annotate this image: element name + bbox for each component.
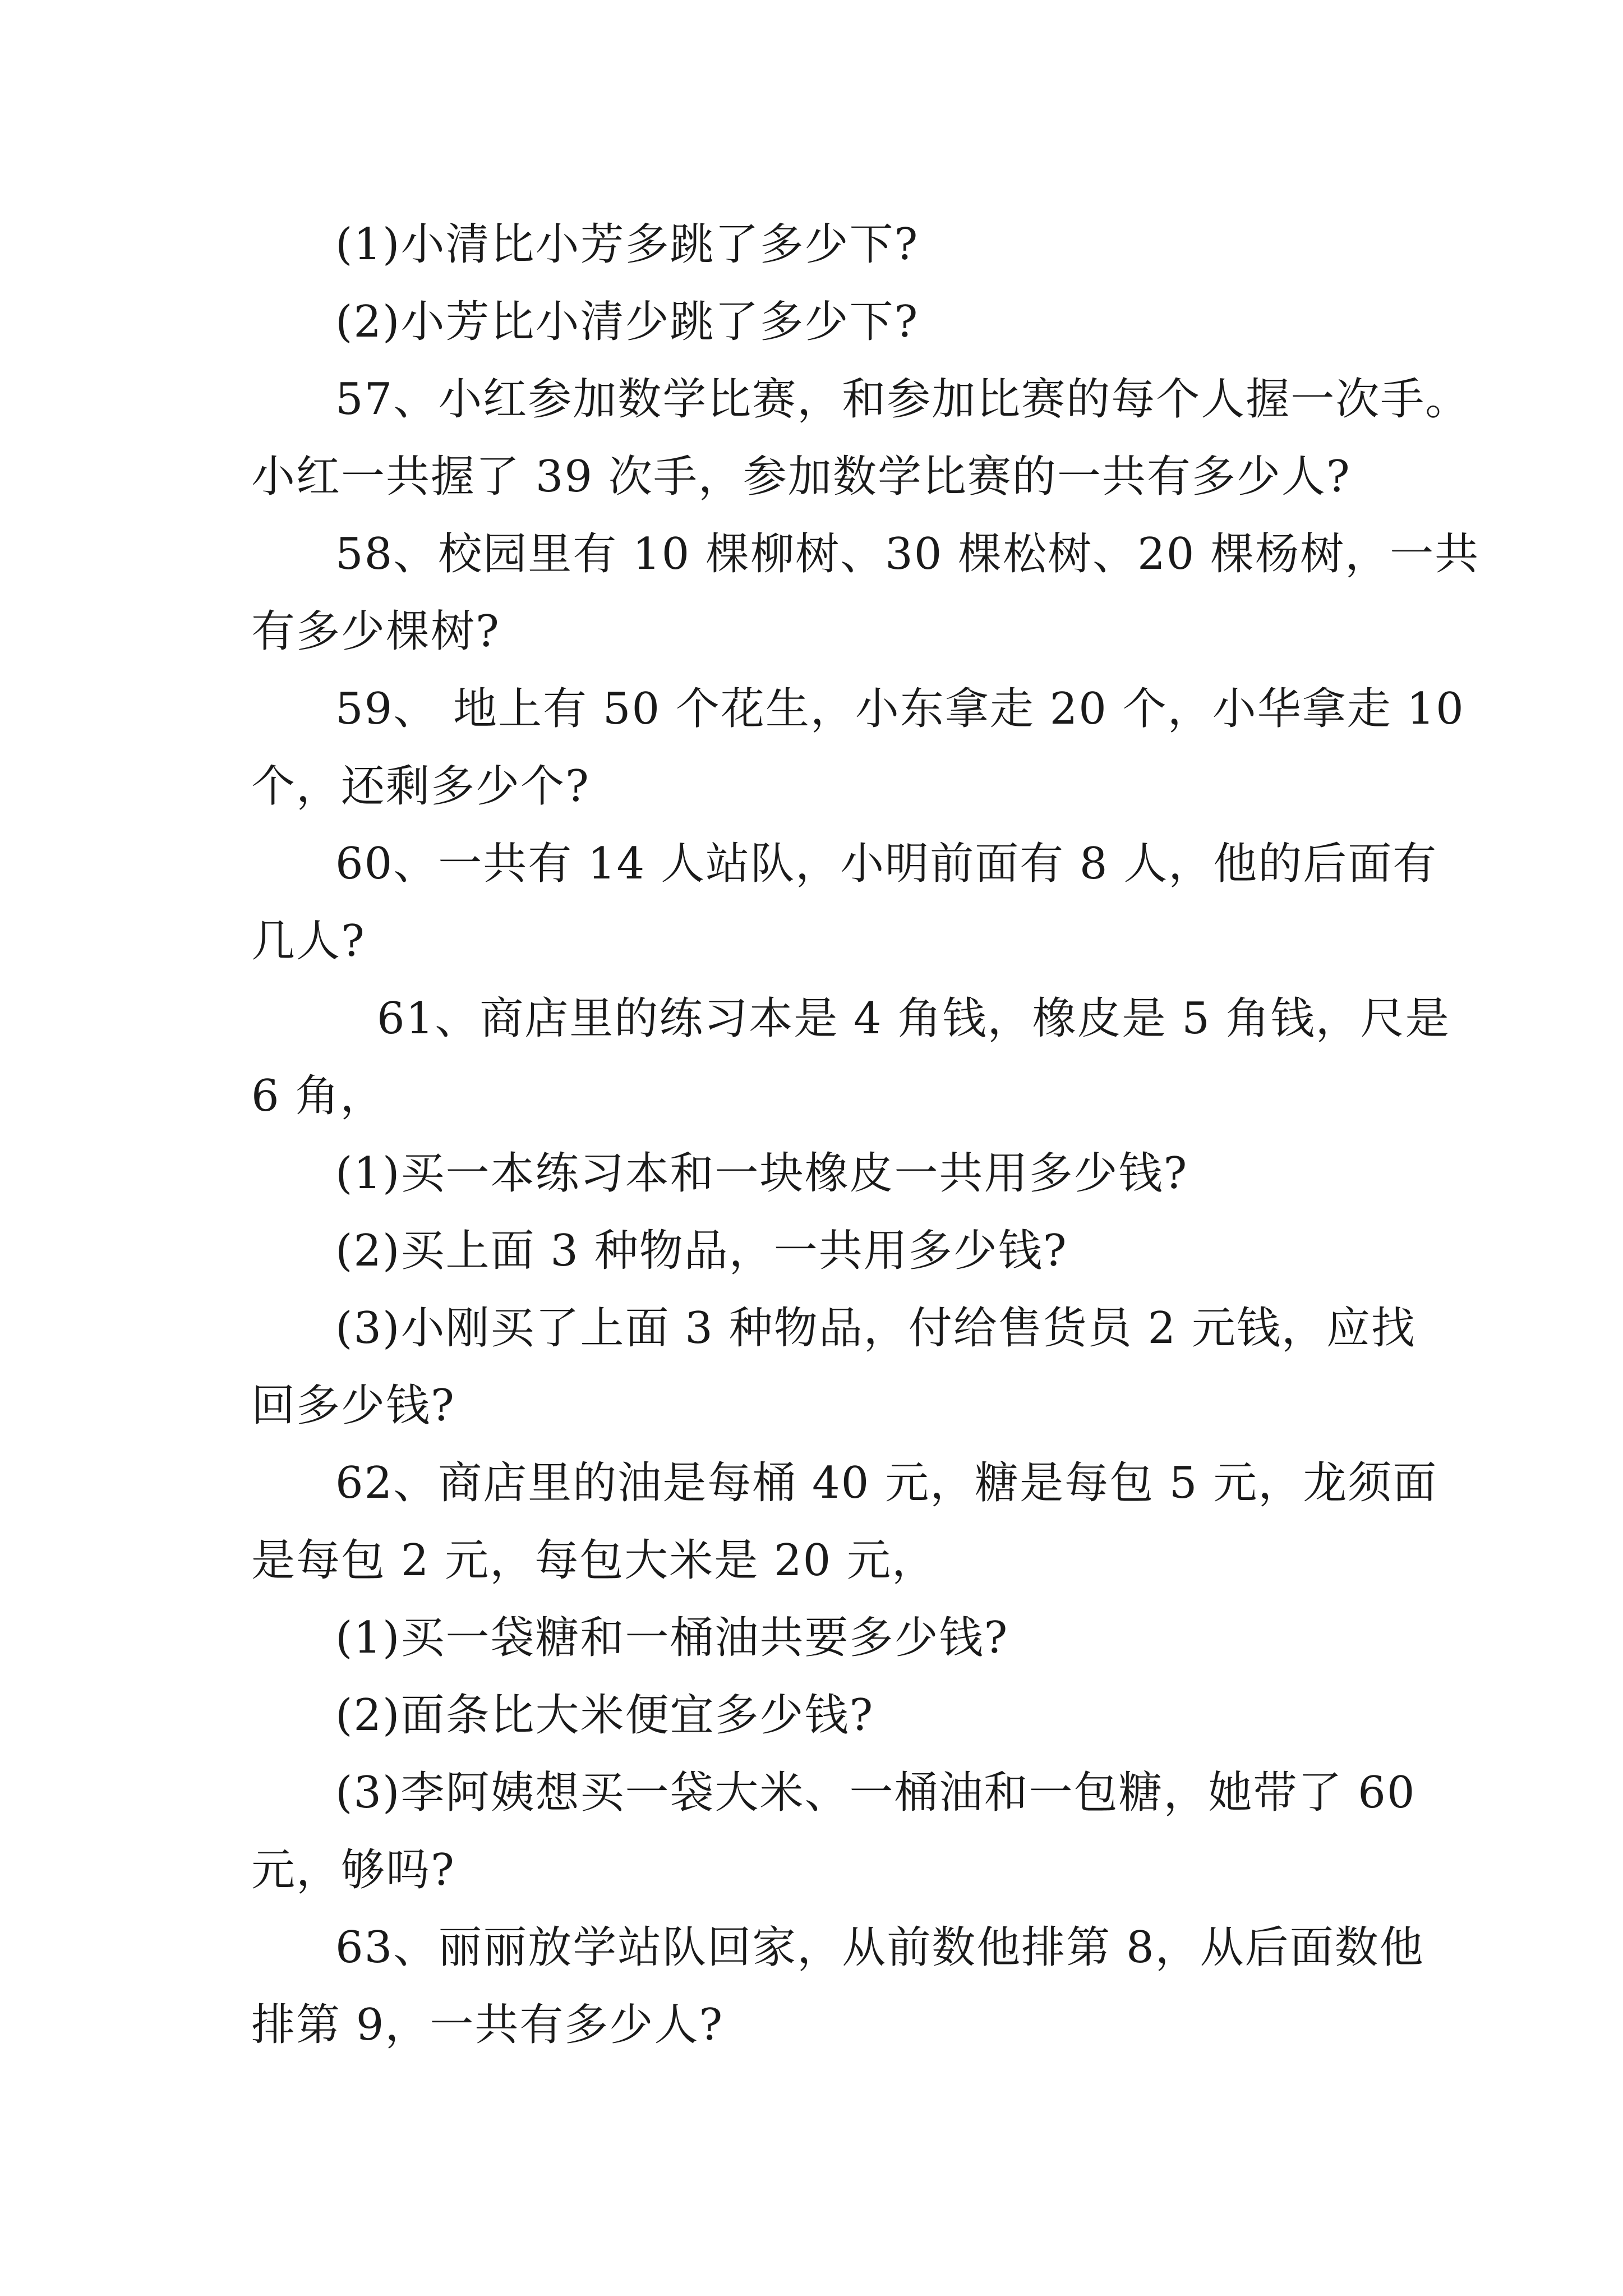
question-line: 59、 地上有 50 个花生，小东拿走 20 个，小华拿走 10 [335,684,1465,734]
question-line: 58、校园里有 10 棵柳树、30 棵松树、20 棵杨树，一共 [335,529,1480,579]
question-line: (1)买一本练习本和一块橡皮一共用多少钱? [335,1148,1188,1199]
question-line: 62、商店里的油是每桶 40 元，糖是每包 5 元，龙须面 [335,1458,1438,1508]
question-line: (1)小清比小芳多跳了多少下? [335,219,919,270]
question-line: (2)面条比大米便宜多少钱? [335,1690,874,1741]
question-line: 元，够吗? [251,1845,455,1895]
question-line: 个，还剩多少个? [251,761,590,812]
question-line: (2)小芳比小清少跳了多少下? [335,297,919,347]
question-line: (2)买上面 3 种物品，一共用多少钱? [335,1226,1068,1276]
question-line: (3)李阿姨想买一袋大米、一桶油和一包糖，她带了 60 [335,1768,1416,1818]
question-line: (3)小刚买了上面 3 种物品，付给售货员 2 元钱，应找 [335,1303,1416,1354]
question-line: 几人? [251,916,366,967]
question-line: 63、丽丽放学站队回家，从前数他排第 8，从后面数他 [335,1922,1424,1973]
question-line: 小红一共握了 39 次手，参加数学比赛的一共有多少人? [251,452,1351,502]
question-line: 6 角， [251,1071,385,1121]
question-line: 回多少钱? [251,1381,455,1431]
question-line: 61、商店里的练习本是 4 角钱，橡皮是 5 角钱，尺是 [377,993,1450,1044]
question-line: 有多少棵树? [251,606,500,657]
question-line: (1)买一袋糖和一桶油共要多少钱? [335,1613,1009,1663]
question-line: 57、小红参加数学比赛，和参加比赛的每个人握一次手。 [335,374,1470,425]
question-line: 是每包 2 元，每包大米是 20 元， [251,1535,937,1586]
question-line: 60、一共有 14 人站队，小明前面有 8 人，他的后面有 [335,839,1438,889]
question-line: 排第 9，一共有多少人? [251,2000,724,2050]
